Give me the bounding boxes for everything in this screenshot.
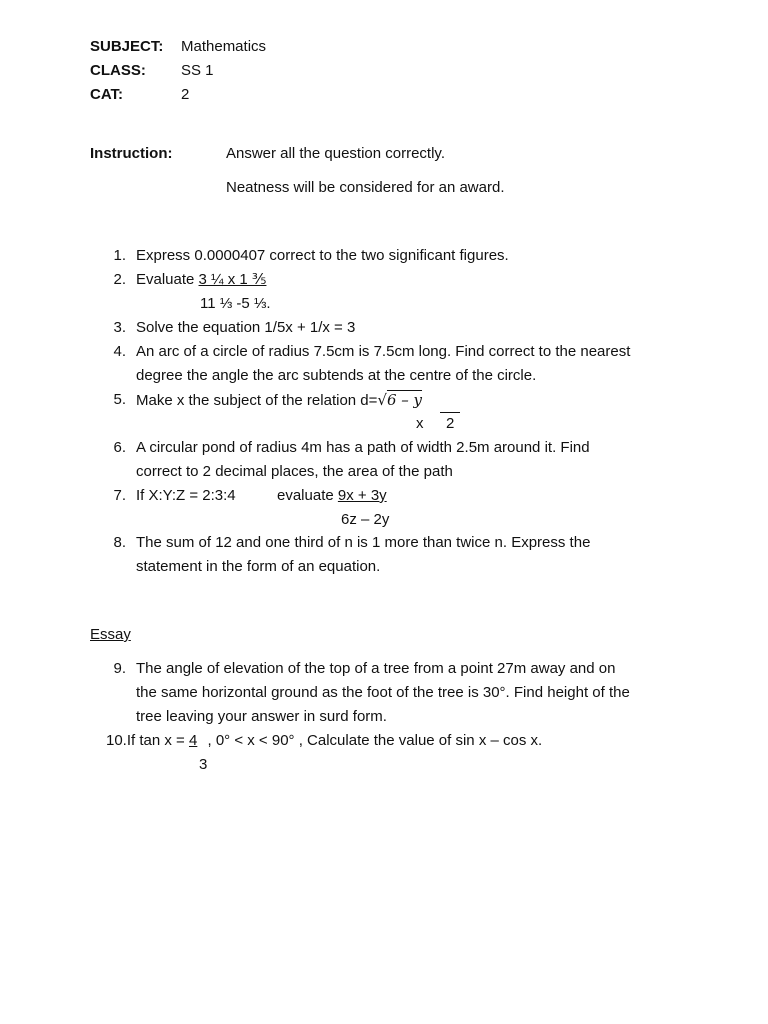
subject-label: SUBJECT: [90, 38, 164, 55]
fraction-numerator: 3 ¼ x 1 ⅗ [198, 271, 267, 288]
fraction-denominator: 6z – 2y [341, 511, 390, 528]
question-text: A circular pond of radius 4m has a path of width 2.5m around it. Find [136, 439, 590, 456]
question-text: If X:Y:Z = 2:3:4 [136, 487, 236, 504]
question-text: The angle of elevation of the top of a tree from a point 27m away and on [136, 660, 616, 677]
question-number: 10. [106, 732, 127, 749]
fraction-numerator: 9x + 3y [337, 487, 387, 504]
question-number: 8. [113, 534, 126, 551]
instruction-line-2: Neatness will be considered for an award. [226, 179, 505, 196]
question-text: evaluate [277, 487, 338, 504]
question-number: 4. [113, 343, 126, 360]
question-text: The sum of 12 and one third of n is 1 more than twice n. Express the [136, 534, 591, 551]
instruction-line-1: Answer all the question correctly. [226, 145, 445, 162]
question-text: the same horizontal ground as the foot of the tree is 30°. Find height of the [136, 684, 630, 701]
fraction-denominator: 3 [199, 756, 208, 773]
question-number: 9. [113, 660, 126, 677]
radicand: 6 – y [386, 391, 423, 409]
question-text: degree the angle the arc subtends at the centre of the circle. [136, 367, 537, 384]
question-number: 2. [113, 271, 126, 288]
question-text: Evaluate [136, 271, 199, 288]
question-number: 1. [113, 247, 126, 264]
question-number: 3. [113, 319, 126, 336]
question-text: tree leaving your answer in surd form. [136, 708, 387, 725]
cat-value: 2 [181, 86, 190, 103]
question-text: Solve the equation 1/5x + 1/x = 3 [136, 319, 356, 336]
essay-heading: Essay [90, 626, 131, 643]
question-text: If tan x = [126, 732, 189, 749]
denominator-left: x [416, 415, 424, 432]
question-text: statement in the form of an equation. [136, 558, 381, 575]
question-text: Make x the subject of the relation d= [136, 392, 378, 409]
fraction-numerator: 4 [188, 732, 198, 749]
question-number: 6. [113, 439, 126, 456]
class-value: SS 1 [181, 62, 214, 79]
question-text: correct to 2 decimal places, the area of the path [136, 463, 453, 480]
subject-value: Mathematics [181, 38, 267, 55]
instruction-label: Instruction: [90, 145, 173, 162]
question-number: 7. [113, 487, 126, 504]
square-root-icon: √ [377, 391, 387, 409]
class-label: CLASS: [90, 62, 146, 79]
question-text: An arc of a circle of radius 7.5cm is 7.5cm long. Find correct to the nearest [136, 343, 631, 360]
fraction-denominator: 11 ⅓ -5 ⅓. [200, 295, 271, 312]
question-text: , 0° < x < 90° , Calculate the value of sin x – cos x. [203, 732, 543, 749]
question-text: Express 0.0000407 correct to the two significant figures. [136, 247, 509, 264]
denominator-right: 2 [440, 412, 460, 435]
question-number: 5. [113, 391, 126, 408]
cat-label: CAT: [90, 86, 124, 103]
